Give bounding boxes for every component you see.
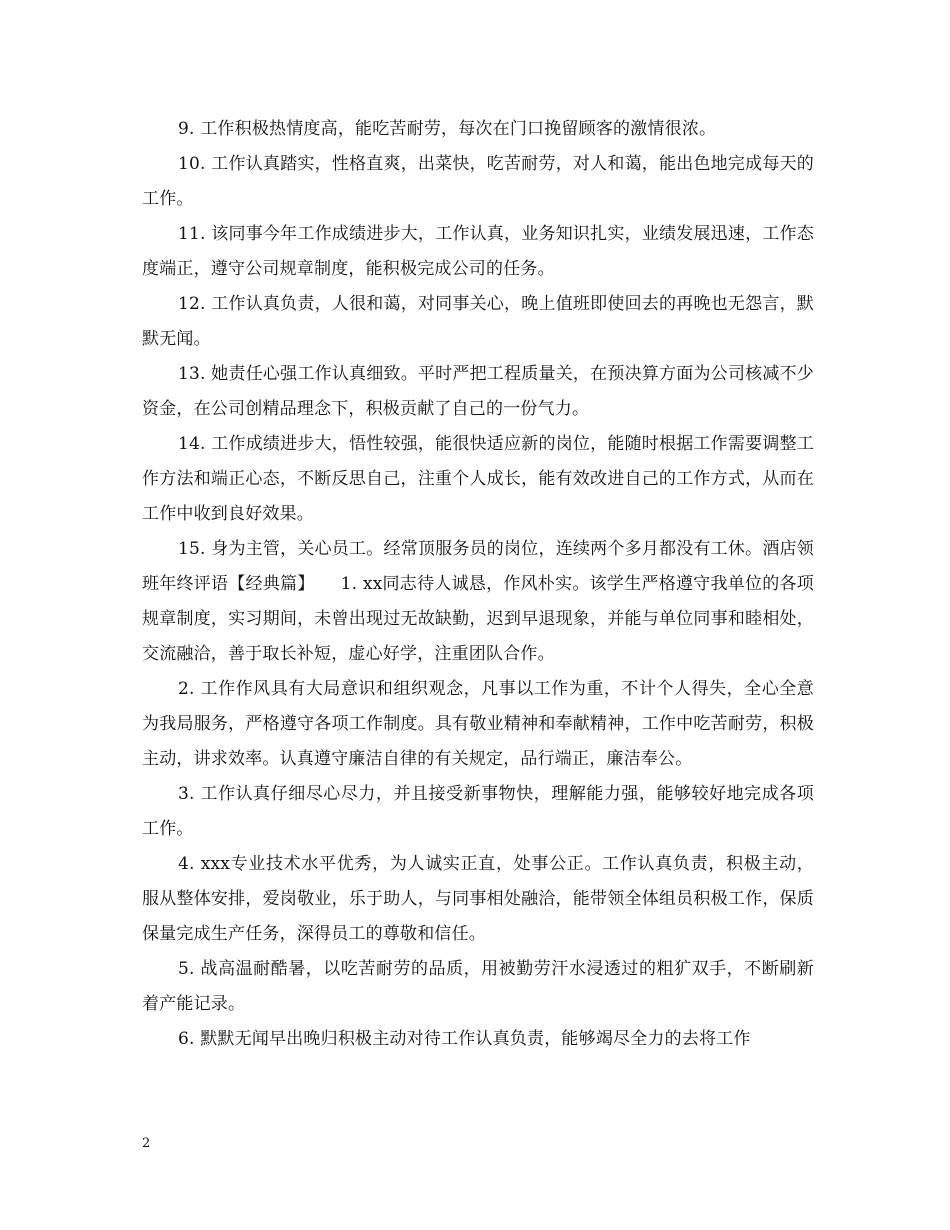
paragraph-15: 15. 身为主管，关心员工。经常顶服务员的岗位，连续两个多月都没有工休。酒店领班年终评语【经典篇】 1. xx同志待人诚恳，作风朴实。该学生严格遵守我单位的各项规章制度，实习期间，未曾出现过无故缺勤，迟到早退现象，并能与单位同事和睦相处，交流融洽，善于取长补短，虚心好学，注重团队合作。 bbox=[142, 539, 814, 664]
paragraph-14: 14. 工作成绩进步大，悟性较强，能很快适应新的岗位，能随时根据工作需要调整工作方法和端正心态，不断反思自己，注重个人成长，能有效改进自己的工作方式，从而在工作中收到良好效果。 bbox=[142, 434, 814, 524]
paragraph-5: 5. 战高温耐酷暑，以吃苦耐劳的品质，用被勤劳汗水浸透过的粗犷双手，不断刷新着产能记录。 bbox=[142, 959, 814, 1014]
paragraph-13: 13. 她责任心强工作认真细致。平时严把工程质量关，在预决算方面为公司核减不少资金，在公司创精品理念下，积极贡献了自己的一份气力。 bbox=[142, 364, 814, 419]
paragraph-3: 3. 工作认真仔细尽心尽力，并且接受新事物快，理解能力强，能够较好地完成各项工作。 bbox=[142, 784, 814, 839]
paragraph-10: 10. 工作认真踏实，性格直爽，出菜快，吃苦耐劳，对人和蔼，能出色地完成每天的工作。 bbox=[142, 154, 814, 209]
document-body bbox=[142, 112, 814, 1057]
paragraph-11: 11. 该同事今年工作成绩进步大，工作认真，业务知识扎实，业绩发展迅速，工作态度端正，遵守公司规章制度，能积极完成公司的任务。 bbox=[142, 224, 814, 279]
paragraph-2: 2. 工作作风具有大局意识和组织观念，凡事以工作为重，不计个人得失，全心全意为我局服务，严格遵守各项工作制度。具有敬业精神和奉献精神，工作中吃苦耐劳，积极主动，讲求效率。认真遵守廉洁自律的有关规定，品行端正，廉洁奉公。 bbox=[142, 679, 814, 769]
paragraph-6: 6. 默默无闻早出晚归积极主动对待工作认真负责，能够竭尽全力的去将工作 bbox=[178, 1029, 751, 1049]
page-number: 2 bbox=[142, 1136, 151, 1151]
paragraph-9: 9. 工作积极热情度高，能吃苦耐劳，每次在门口挽留顾客的激情很浓。 bbox=[178, 119, 717, 139]
paragraph-12: 12. 工作认真负责，人很和蔼，对同事关心，晚上值班即使回去的再晚也无怨言，默默无闻。 bbox=[142, 294, 814, 349]
paragraph-4: 4. xxx专业技术水平优秀，为人诚实正直，处事公正。工作认真负责，积极主动，服从整体安排，爱岗敬业，乐于助人，与同事相处融洽，能带领全体组员积极工作，保质保量完成生产任务，深得员工的尊敬和信任。 bbox=[142, 854, 814, 944]
